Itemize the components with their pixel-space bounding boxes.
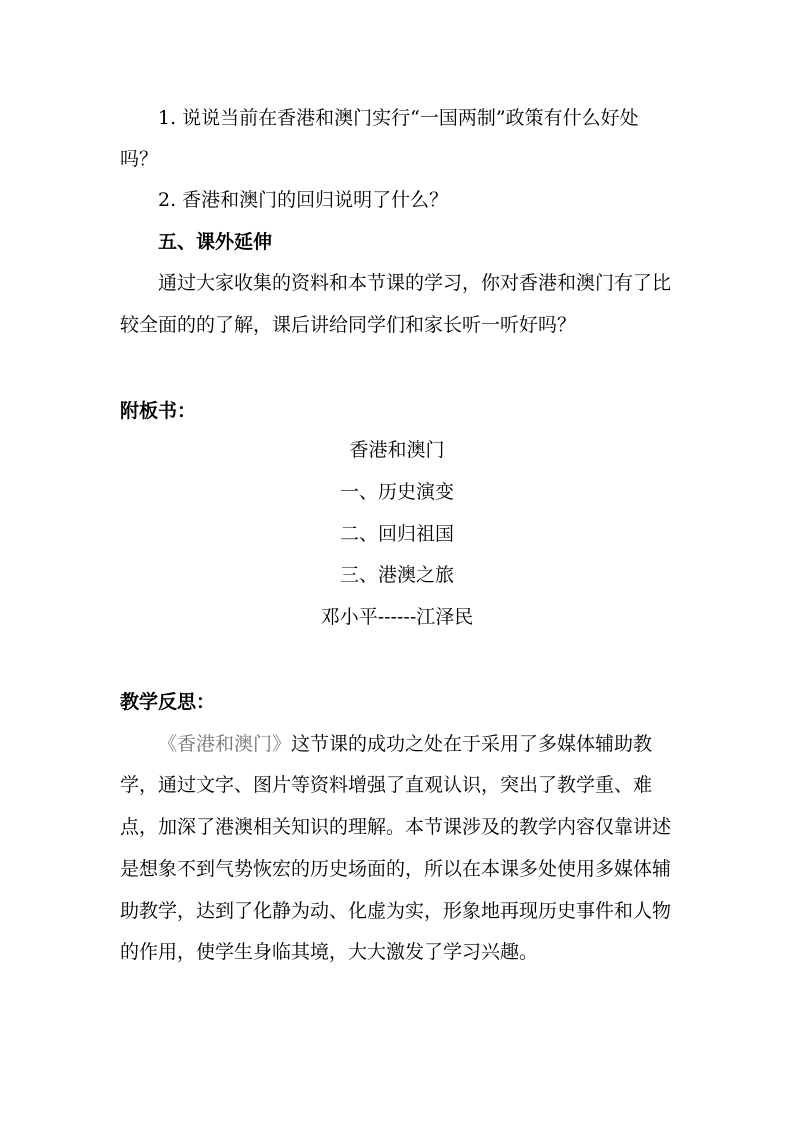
reflection-line-5: 助教学，达到了化静为动、化虚为实，形象地再现历史事件和人物 <box>120 900 672 922</box>
board-item-1: 一、历史演变 <box>339 481 454 503</box>
section-5-heading: 五、课外延伸 <box>158 231 273 253</box>
section-5-paragraph-line-2: 较全面的的了解，课后讲给同学们和家长听一听好吗？ <box>120 314 577 336</box>
section-5-paragraph-line-1: 通过大家收集的资料和本节课的学习，你对香港和澳门有了比 <box>158 272 672 294</box>
board-title: 香港和澳门 <box>349 439 445 461</box>
reflection-line-6: 的作用，使学生身临其境，大大激发了学习兴趣。 <box>120 941 539 963</box>
reflection-line-4: 是想象不到气势恢宏的历史场面的，所以在本课多处使用多媒体辅 <box>120 858 672 880</box>
reflection-line-3: 点，加深了港澳相关知识的理解。本节课涉及的教学内容仅靠讲述 <box>120 816 672 838</box>
board-item-4: 邓小平------江泽民 <box>320 606 474 628</box>
question-2: 2. 香港和澳门的回归说明了什么？ <box>158 189 449 211</box>
reflection-title-reference: 《香港和澳门》 <box>158 733 292 755</box>
reflection-line-1 <box>158 730 718 758</box>
reflection-line-1-text: 这节课的成功之处在于采用了多媒体辅助教 <box>291 733 653 755</box>
question-1-line-2: 吗？ <box>120 148 159 170</box>
board-item-2: 二、回归祖国 <box>339 523 454 545</box>
reflection-line-2: 学，通过文字、图片等资料增强了直观认识，突出了教学重、难 <box>120 774 653 796</box>
board-heading: 附板书： <box>120 400 197 422</box>
reflection-heading: 教学反思： <box>120 691 216 713</box>
question-1-line-1: 1. 说说当前在香港和澳门实行“一国两制”政策有什么好处 <box>158 107 639 129</box>
board-item-3: 三、港澳之旅 <box>339 564 454 586</box>
